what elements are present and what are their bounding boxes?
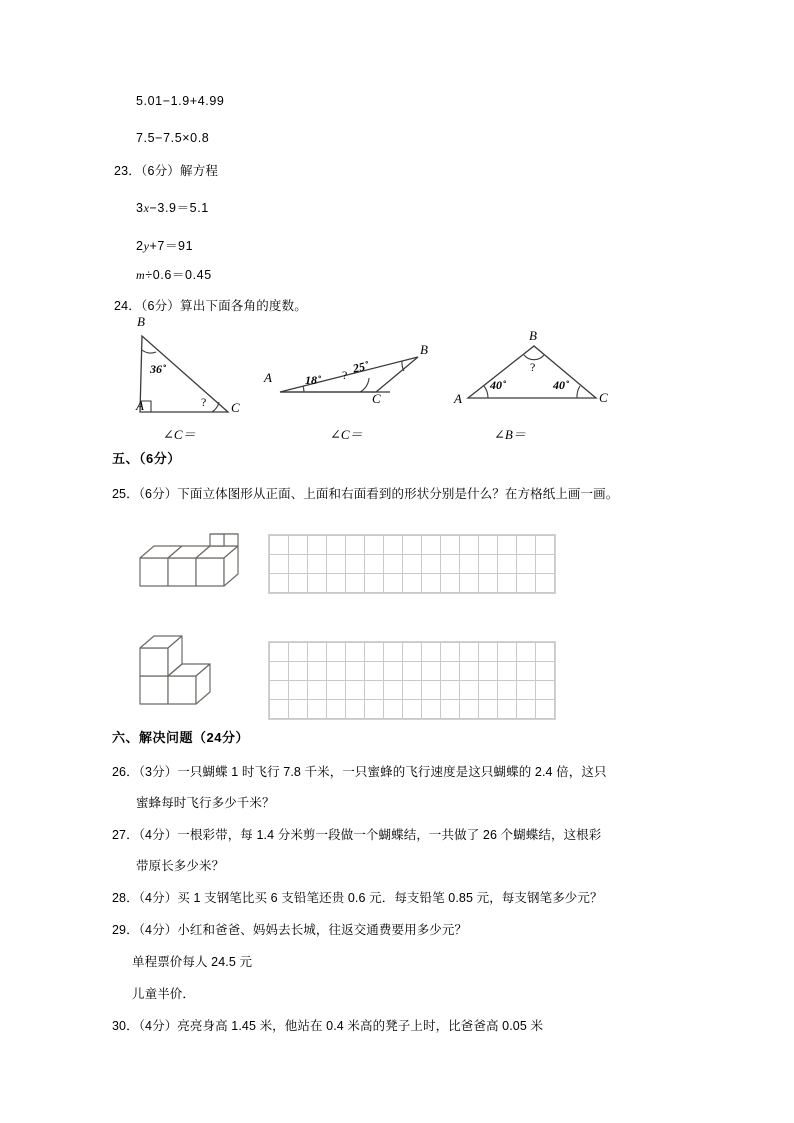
question-29-line-2: 单程票价每人 24.5 元 (132, 955, 253, 969)
equation-3 (136, 265, 212, 283)
grid-bottom[interactable] (268, 641, 556, 720)
right-triangle-svg (118, 312, 248, 442)
vertex-label-C: C (231, 400, 240, 415)
equation-2-rest: +7＝91 (149, 239, 194, 253)
vertex-label-A: A (454, 391, 462, 406)
solid-2-svg (132, 630, 252, 712)
equation-2-coef: 2 (136, 239, 144, 253)
vertex-label-A: A (136, 398, 144, 413)
expression-2: 7.5−7.5×0.8 (136, 131, 210, 145)
question-30-line-1: 30．（4分）亮亮身高 1.45 米，他站在 0.4 米高的凳子上时，比爸爸高 0.05 米 (112, 1019, 544, 1033)
question-23-prompt: 23．（6分）解方程 (114, 164, 219, 178)
vertex-label-A: A (264, 370, 272, 385)
vertex-label-B: B (420, 342, 428, 357)
unknown-angle-marker: ? (201, 395, 207, 409)
vertex-label-B: B (529, 328, 537, 343)
solid-1-svg (132, 528, 252, 600)
question-24-prompt: 24．（6分）算出下面各角的度数。 (114, 299, 308, 313)
vertex-label-B: B (137, 314, 145, 329)
section-5-heading: 五、（6分） (112, 451, 181, 466)
answer-blank-3: ∠B＝ (494, 427, 526, 442)
equation-1-coef: 3 (136, 201, 144, 215)
unknown-angle-marker: ? (342, 368, 348, 382)
equation-3-rest: ÷0.6＝0.45 (145, 268, 212, 282)
angle-value-40-left: 40˚ (490, 378, 506, 392)
grid-row (270, 555, 555, 574)
grid-row (270, 681, 555, 700)
question-27-line-2: 带原长多少米？ (136, 859, 225, 873)
question-28-line-1: 28．（4分）买 1 支钢笔比买 6 支铅笔还贵 0.6 元．每支铅笔 0.85 元，每支钢笔多少元？ (112, 891, 603, 905)
equation-2 (136, 236, 193, 254)
vertex-label-C: C (372, 391, 381, 406)
grid-row (270, 574, 555, 593)
equation-2-var: y (143, 239, 150, 253)
angle-value-36: 36˚ (150, 362, 166, 376)
grid-row (270, 662, 555, 681)
grid-bottom-table[interactable] (269, 642, 555, 719)
vertex-label-C: C (599, 390, 608, 405)
solid-figure-2 (132, 630, 252, 712)
equation-3-var: m (136, 268, 146, 282)
question-27-line-1: 27．（4分）一根彩带，每 1.4 分米剪一段做一个蝴蝶结，一共做了 26 个蝴蝶结，这根彩 (112, 828, 602, 842)
figure-thin-triangle (264, 340, 448, 410)
question-26-line-2: 蜜蜂每时飞行多少千米？ (136, 796, 275, 810)
grid-row (270, 536, 555, 555)
question-29-line-3: 儿童半价． (132, 987, 196, 1001)
grid-row (270, 700, 555, 719)
solid-figure-1 (132, 528, 252, 600)
equation-1 (136, 198, 209, 216)
equation-1-rest: −3.9＝5.1 (149, 201, 209, 215)
angle-value-18: 18˚ (305, 373, 321, 387)
question-29-line-1: 29．（4分）小红和爸爸、妈妈去长城，往返交通费要用多少元？ (112, 923, 468, 937)
figure-right-triangle (118, 312, 248, 442)
angle-value-25: 25˚ (351, 358, 371, 376)
angle-value-40-right: 40˚ (553, 378, 569, 392)
answer-blank-1: ∠C＝ (163, 427, 196, 442)
section-6-heading: 六、解决问题（24分） (112, 730, 249, 745)
expression-1: 5.01−1.9+4.99 (136, 94, 225, 108)
question-26-line-1: 26．（3分）一只蝴蝶 1 时飞行 7.8 千米，一只蜜蜂的飞行速度是这只蝴蝶的 2.4 倍，这只 (112, 765, 607, 779)
unknown-angle-marker: ? (530, 360, 536, 374)
grid-top[interactable] (268, 534, 556, 594)
grid-top-table[interactable] (269, 535, 555, 593)
answer-blank-2: ∠C＝ (330, 427, 363, 442)
question-25-prompt: 25．（6分）下面立体图形从正面、上面和右面看到的形状分别是什么？在方格纸上画一画。 (112, 487, 619, 501)
equation-1-var: x (143, 201, 150, 215)
grid-row (270, 643, 555, 662)
figure-isosceles-triangle (446, 330, 626, 415)
